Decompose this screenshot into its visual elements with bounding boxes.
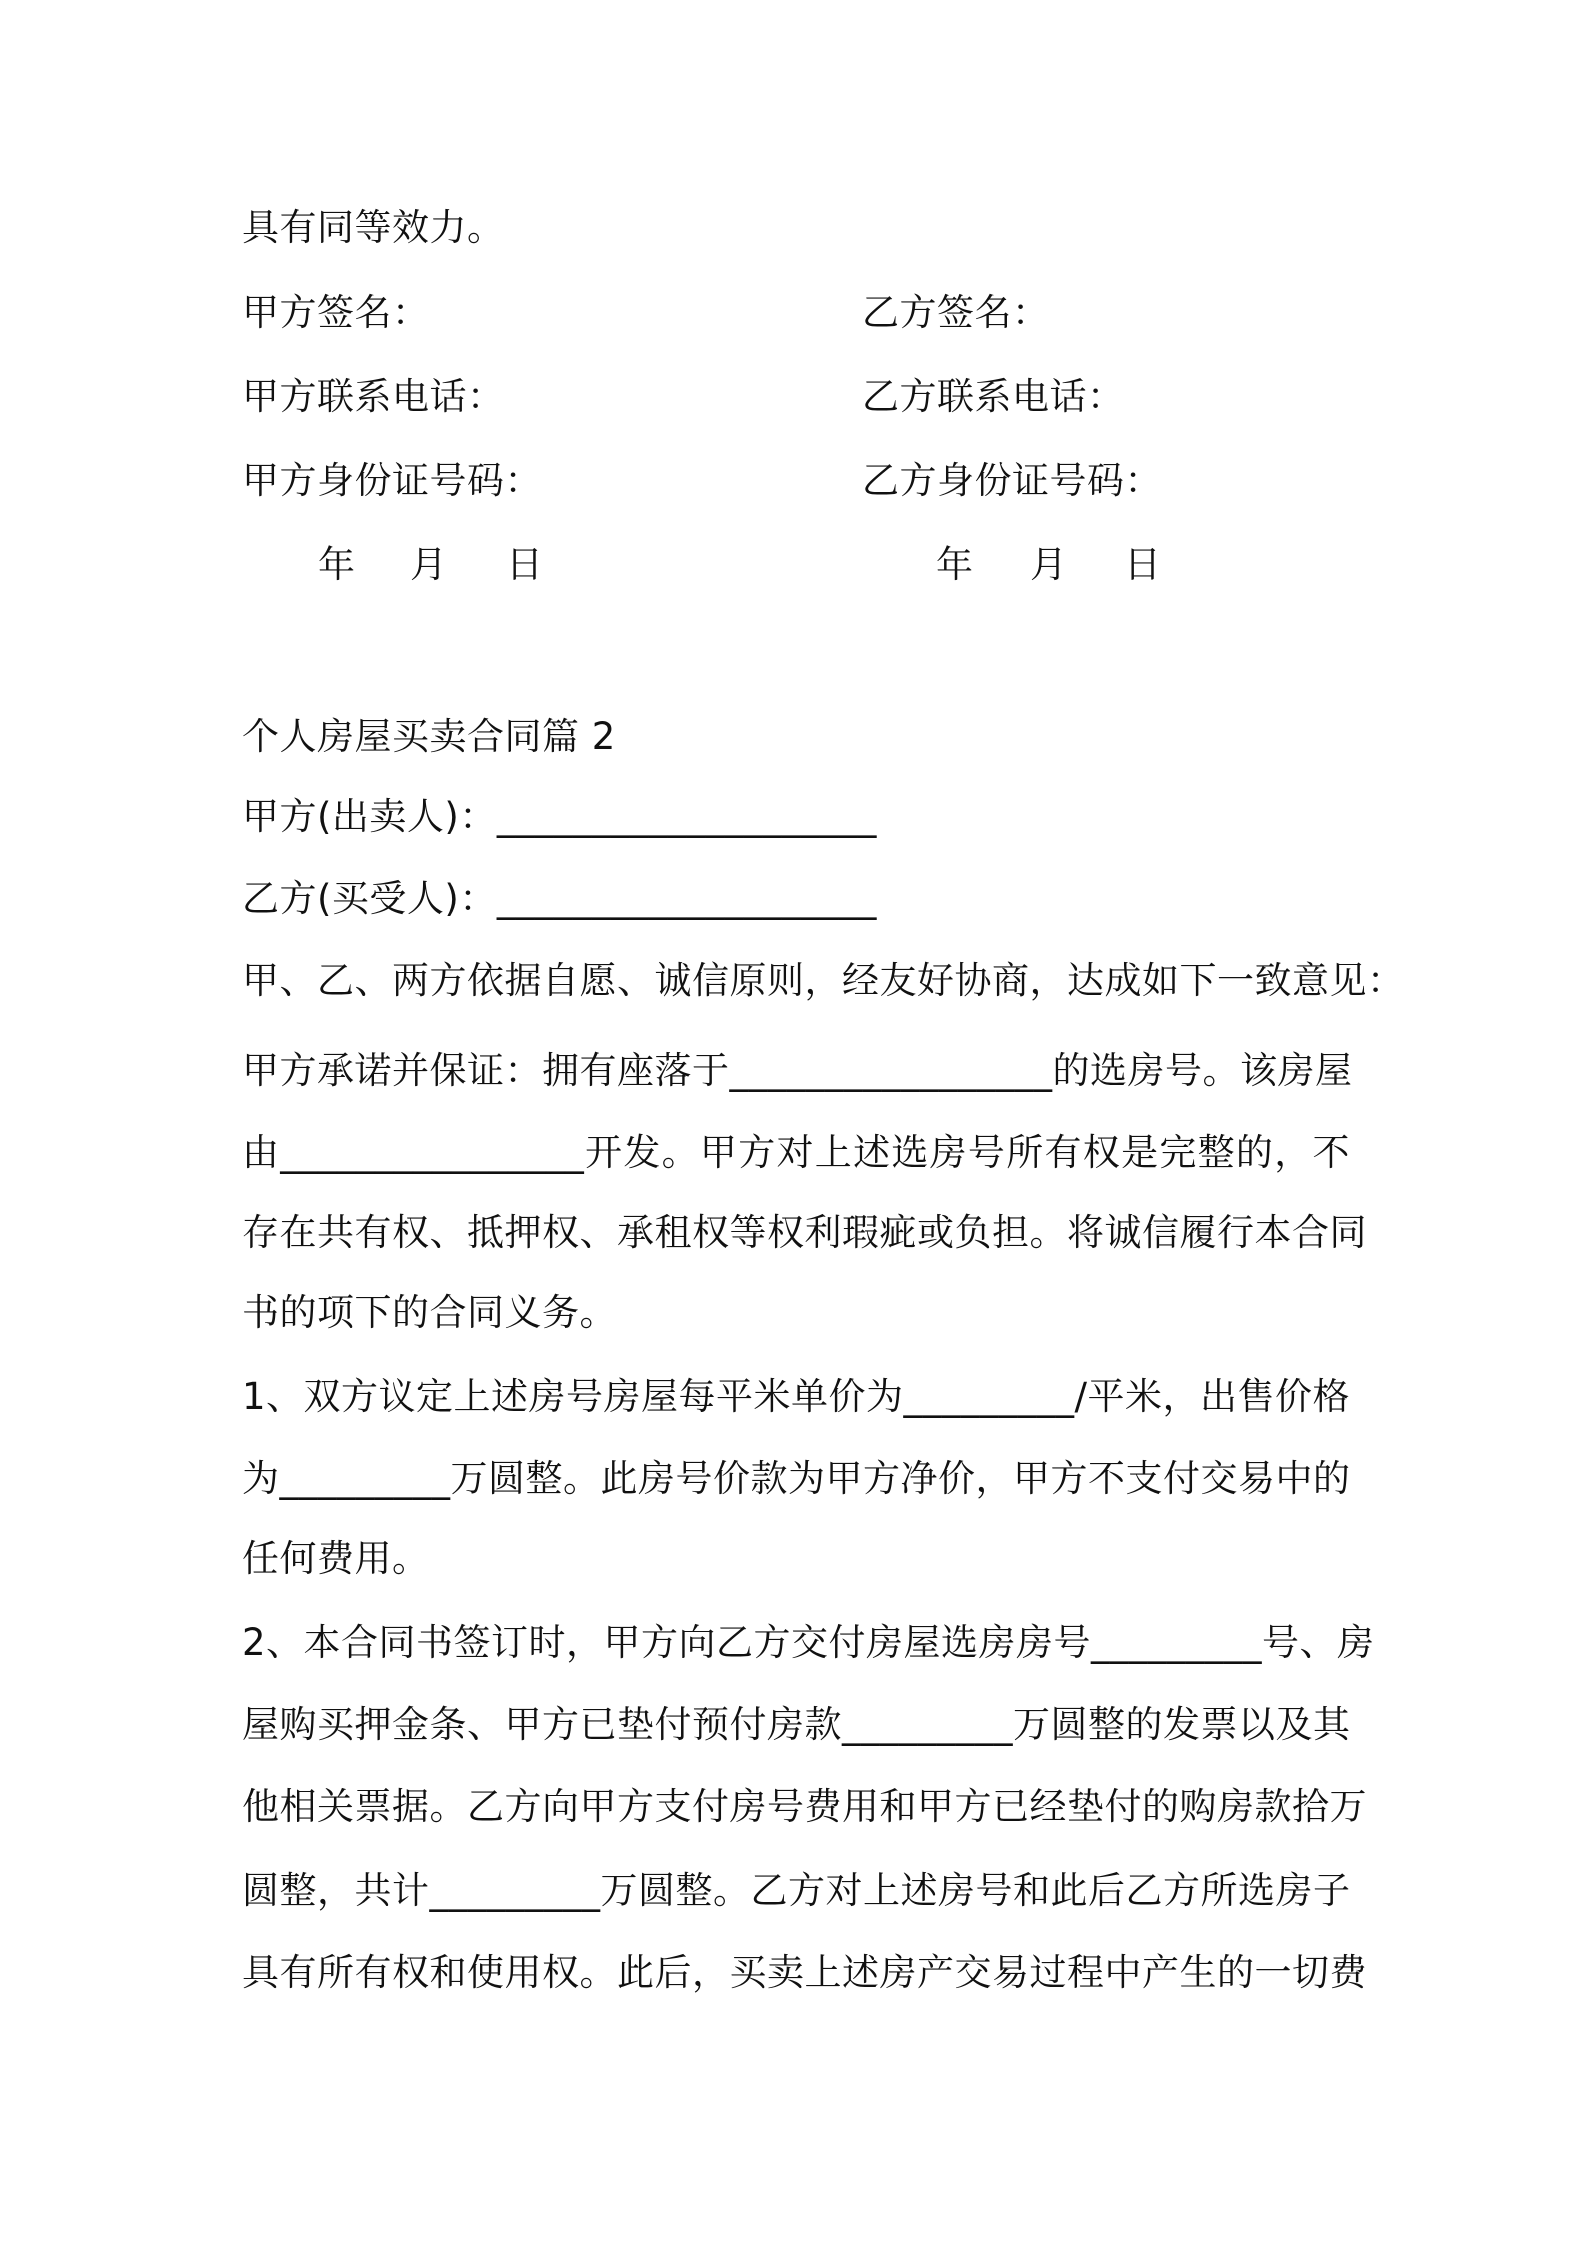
party-b-phone-label: 乙方联系电话： — [862, 375, 1125, 418]
party-b-id-label: 乙方身份证号码： — [862, 459, 1162, 502]
paragraph-line: 为_________万圆整。此房号价款为甲方净价，甲方不支付交易中的 — [242, 1457, 1351, 1500]
date-month-label: 月 — [410, 543, 447, 586]
paragraph-line: 具有所有权和使用权。此后，买卖上述房产交易过程中产生的一切费 — [242, 1951, 1367, 1994]
party-a-signature-label: 甲方签名： — [242, 291, 430, 334]
date-year-label: 年 — [318, 543, 355, 586]
date-day-label: 日 — [506, 543, 543, 586]
paragraph-line: 书的项下的合同义务。 — [242, 1291, 617, 1334]
paragraph-line: 2、本合同书签订时，甲方向乙方交付房屋选房房号_________号、房 — [242, 1621, 1375, 1664]
paragraph-line: 甲方承诺并保证：拥有座落于_________________的选房号。该房屋 — [242, 1049, 1353, 1092]
buyer-line: 乙方(买受人)：____________________ — [242, 877, 877, 920]
date-month-label: 月 — [1030, 543, 1067, 586]
paragraph-line: 屋购买押金条、甲方已垫付预付房款_________万圆整的发票以及其 — [242, 1703, 1351, 1746]
party-b-signature-label: 乙方签名： — [862, 291, 1050, 334]
party-a-phone-label: 甲方联系电话： — [242, 375, 505, 418]
paragraph-line: 由________________开发。甲方对上述选房号所有权是完整的，不 — [242, 1131, 1350, 1174]
party-a-id-label: 甲方身份证号码： — [242, 459, 542, 502]
paragraph-line: 1、双方议定上述房号房屋每平米单价为_________/平米，出售价格 — [242, 1375, 1351, 1418]
date-day-label: 日 — [1124, 543, 1161, 586]
seller-line: 甲方(出卖人)：____________________ — [242, 795, 877, 838]
paragraph-line: 存在共有权、抵押权、承租权等权利瑕疵或负担。将诚信履行本合同 — [242, 1211, 1367, 1254]
paragraph-line: 他相关票据。乙方向甲方支付房号费用和甲方已经垫付的购房款拾万 — [242, 1785, 1367, 1828]
paragraph-line: 圆整，共计_________万圆整。乙方对上述房号和此后乙方所选房子 — [242, 1869, 1351, 1912]
contract-heading: 个人房屋买卖合同篇 2 — [242, 715, 616, 758]
preamble-text: 甲、乙、两方依据自愿、诚信原则，经友好协商，达成如下一致意见： — [242, 959, 1405, 1002]
paragraph-line: 任何费用。 — [242, 1537, 430, 1580]
intro-tail-text: 具有同等效力。 — [242, 206, 505, 249]
date-year-label: 年 — [936, 543, 973, 586]
